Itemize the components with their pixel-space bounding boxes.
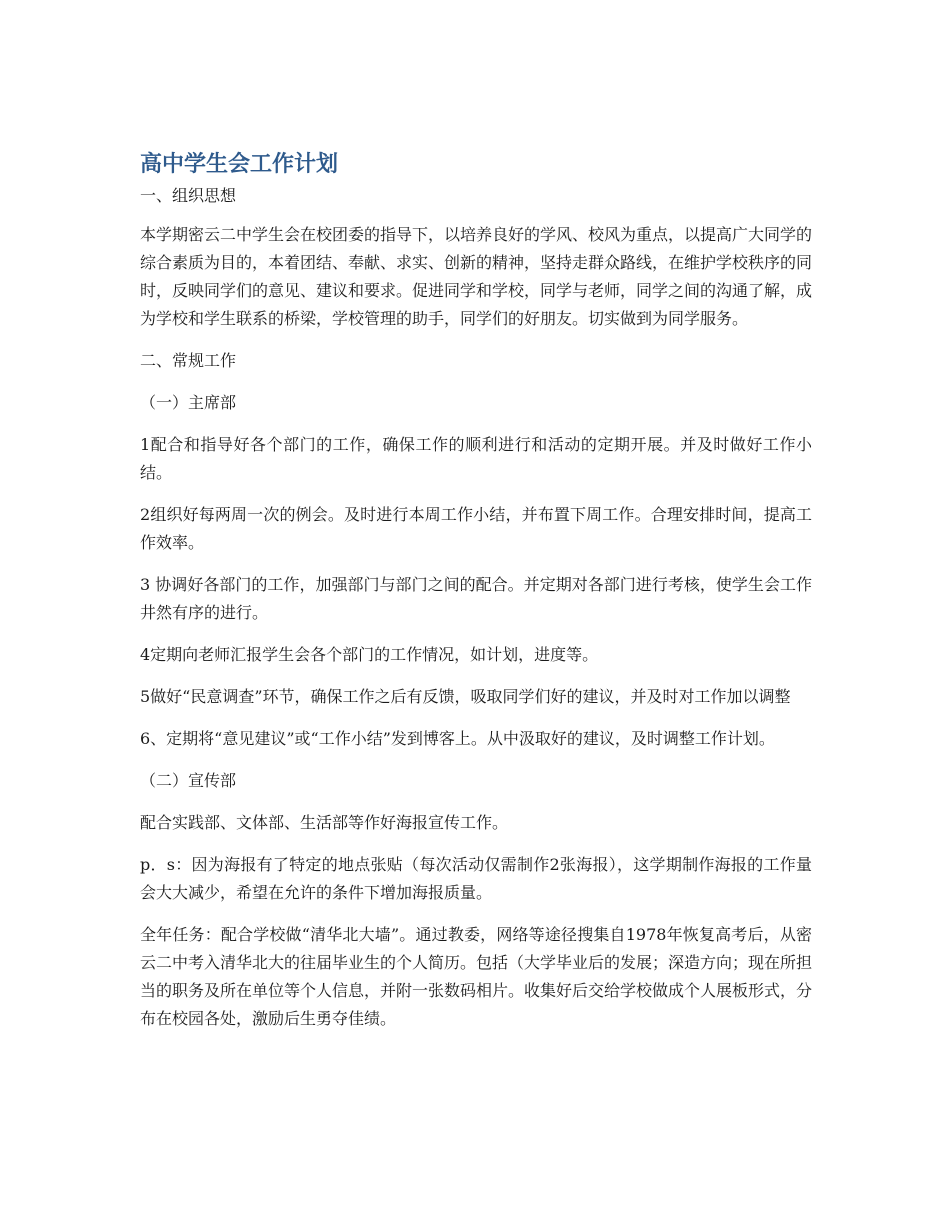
paragraph-item-3: 3 协调好各部门的工作，加强部门与部门之间的配合。并定期对各部门进行考核，使学生会工作井然有序的进行。 xyxy=(140,575,812,622)
paragraph-item-5: 5做好“民意调查”环节，确保工作之后有反馈，吸取同学们好的建议，并及时对工作加以调整 xyxy=(140,687,791,706)
paragraph-annual-task: 全年任务：配合学校做“清华北大墙”。通过教委，网络等途径搜集自1978年恢复高考后，从密云二中考入清华北大的往届毕业生的个人简历。包括（大学毕业后的发展；深造方向；现在所担当的职务及所在单位等个人信息，并附一张数码相片。收集好后交给学校做成个人展板形式，分布在校园各处，激励后生勇夺佳绩。 xyxy=(140,925,813,1028)
section-heading-routine-work: 二、常规工作 xyxy=(140,351,237,370)
document-page xyxy=(140,148,812,1047)
paragraph-organization-body: 本学期密云二中学生会在校团委的指导下，以培养良好的学风、校风为重点，以提高广大同学的综合素质为目的，本着团结、奉献、求实、创新的精神，坚持走群众路线，在维护学校秩序的同时，反映同学们的意见、建议和要求。促进同学和学校，同学与老师，同学之间的沟通了解，成为学校和学生联系的桥梁，学校管理的助手，同学们的好朋友。切实做到为同学服务。 xyxy=(140,225,813,328)
paragraph-item-6: 6、定期将“意见建议”或“工作小结”发到博客上。从中汲取好的建议，及时调整工作计划。 xyxy=(140,729,775,748)
section-heading-organization: 一、组织思想 xyxy=(140,186,237,205)
subsection-heading-chairman-dept: （一）主席部 xyxy=(140,393,237,412)
document-title: 高中学生会工作计划 xyxy=(140,152,339,177)
paragraph-item-4: 4定期向老师汇报学生会各个部门的工作情况，如计划，进度等。 xyxy=(140,645,599,664)
paragraph-poster-note: p．s：因为海报有了特定的地点张贴（每次活动仅需制作2张海报），这学期制作海报的工作量会大大减少，希望在允许的条件下增加海报质量。 xyxy=(140,855,812,902)
paragraph-item-1: 1配合和指导好各个部门的工作，确保工作的顺利进行和活动的定期开展。并及时做好工作小结。 xyxy=(140,435,812,482)
paragraph-publicity-body: 配合实践部、文体部、生活部等作好海报宣传工作。 xyxy=(140,813,509,832)
paragraph-item-2: 2组织好每两周一次的例会。及时进行本周工作小结，并布置下周工作。合理安排时间，提高工作效率。 xyxy=(140,505,812,552)
subsection-heading-publicity-dept: （二）宣传部 xyxy=(140,771,237,790)
